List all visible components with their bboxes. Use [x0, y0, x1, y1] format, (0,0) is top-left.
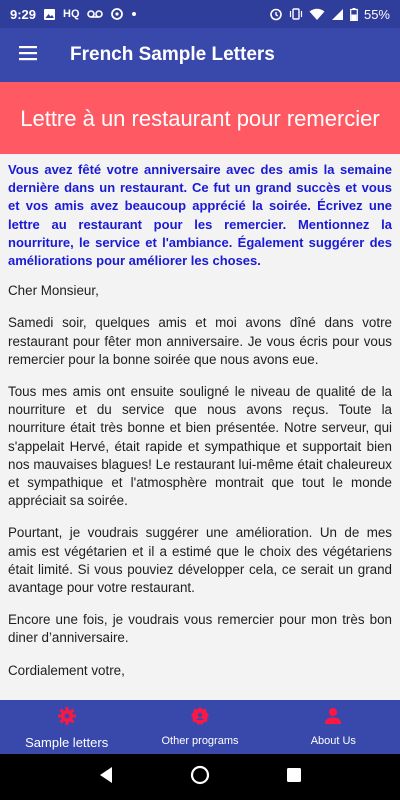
status-bar [0, 0, 400, 28]
signal-icon [331, 8, 344, 21]
app-bar [0, 28, 400, 82]
letter-paragraph: Pourtant, je voudrais suggérer une amélioration. Un de mes amis est végétarien et il a estimé que le choix des végétariens était limité. Si vous pouviez développer cela, ce serait un grand avantage pour votre restaurant. [8, 525, 392, 596]
battery-icon [350, 8, 358, 21]
letter-content[interactable] [0, 154, 400, 700]
badge-icon [190, 706, 210, 731]
menu-button[interactable] [0, 28, 56, 82]
letter-instructions: Vous avez fêté votre anniversaire avec des amis la semaine dernière dans un restaurant. Ce fut un grand succès et vous et vos amis avez beaucoup apprécié la soirée. Écrivez une lettre au restaurant pour les remercier. Mentionnez la nourriture, le service et l'ambiance. Également suggérer des améliorations pour améliorer les choses. [8, 162, 392, 269]
alarm-icon [269, 7, 283, 21]
bottom-navigation [0, 700, 400, 754]
wifi-icon [309, 8, 325, 21]
sync-icon [110, 7, 124, 21]
nav-about-us[interactable] [267, 700, 400, 754]
letter-paragraph: Tous mes amis ont ensuite souligné le niveau de qualité de la nourriture et du service que nous avons reçus. Toute la nourriture était très bonne et bien présentée. Notre serveur, qui s'appelait Hervé, était rapide et sympathique et supportait bien nos mauvaises blagues! Le restaurant lui-même était chaleureux et sympathique et l'atmosphère montrait que tout le monde appréciait sa soirée. [8, 384, 392, 509]
dot-icon [131, 11, 137, 17]
status-time: 9:29 [10, 6, 37, 22]
nav-label: About Us [310, 735, 356, 747]
battery-percent: 55% [363, 6, 390, 22]
hq-icon: HQ [63, 8, 80, 20]
letter-greeting: Cher Monsieur, [8, 283, 99, 299]
nav-other-programs[interactable] [133, 700, 266, 754]
nav-label: Sample letters [25, 735, 109, 750]
letter-closing: Cordialement votre, [8, 662, 125, 678]
home-icon[interactable] [190, 765, 210, 790]
hamburger-menu-icon [18, 45, 38, 66]
app-title: French Sample Letters [70, 44, 275, 65]
letter-paragraph: Samedi soir, quelques amis et moi avons dîné dans votre restaurant pour fêter mon anniversaire. Je vous écris pour vous remercier pour la bonne soirée que nous avons eue. [8, 315, 392, 367]
image-icon [43, 8, 56, 21]
nav-label: Other programs [161, 735, 239, 747]
letter-title-banner: Lettre à un restaurant pour remercier [0, 82, 400, 154]
system-navigation-bar [0, 754, 400, 800]
nav-sample-letters[interactable] [0, 700, 133, 754]
gear-icon [57, 706, 77, 731]
back-icon[interactable] [98, 766, 114, 789]
vibrate-icon [289, 7, 303, 21]
person-icon [323, 706, 343, 731]
recents-icon[interactable] [286, 767, 302, 788]
letter-paragraph: Encore une fois, je voudrais vous remercier pour mon très bon diner d’anniversaire. [8, 612, 392, 646]
voicemail-icon [87, 9, 103, 19]
